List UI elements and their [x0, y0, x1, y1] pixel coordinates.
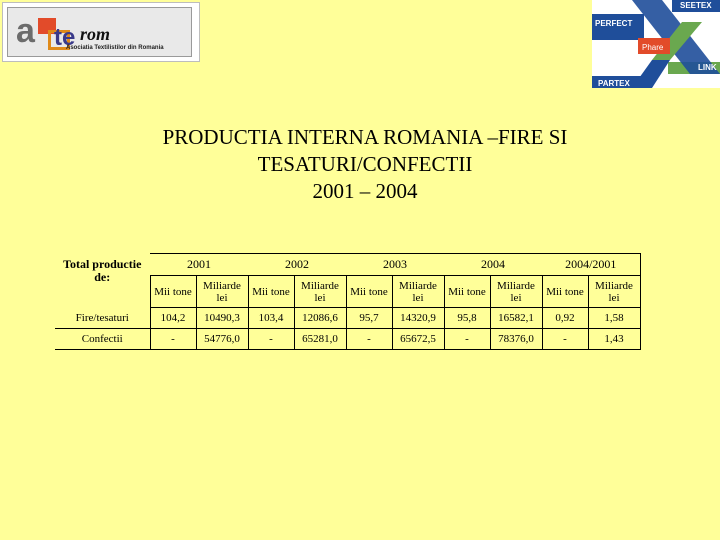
table-cell: 95,7	[346, 308, 392, 329]
year-header: 2004	[444, 254, 542, 276]
table-cell: 10490,3	[196, 308, 248, 329]
table-cell: 16582,1	[490, 308, 542, 329]
association-logo-frame	[7, 7, 192, 57]
unit-header: Miliarde lei	[392, 276, 444, 308]
unit-header: Miliarde lei	[294, 276, 346, 308]
unit-header: Miliarde lei	[588, 276, 640, 308]
unit-header: Mii tone	[346, 276, 392, 308]
seetex-logo	[592, 0, 720, 88]
row-label: Fire/tesaturi	[55, 308, 150, 329]
table-row	[55, 308, 640, 329]
table-cell: -	[444, 329, 490, 350]
table-corner-header	[55, 254, 150, 308]
unit-header: Mii tone	[150, 276, 196, 308]
year-header: 2003	[346, 254, 444, 276]
association-logo	[2, 2, 200, 62]
table-cell: 1,43	[588, 329, 640, 350]
perfect-label: PERFECT	[595, 19, 633, 28]
logo-letter-a: a	[16, 12, 35, 50]
unit-header: Mii tone	[444, 276, 490, 308]
table-cell: 95,8	[444, 308, 490, 329]
phare-label: Phare	[642, 43, 664, 52]
year-header: 2004/2001	[542, 254, 640, 276]
seetex-label: SEETEX	[680, 1, 712, 10]
page-title	[60, 124, 670, 205]
table-cell: 12086,6	[294, 308, 346, 329]
corner-label: Total productie de:	[63, 256, 142, 284]
partex-label: PARTEX	[598, 79, 630, 88]
year-header: 2002	[248, 254, 346, 276]
title-line-3: 2001 – 2004	[312, 179, 418, 203]
table-cell: -	[346, 329, 392, 350]
table-cell: 0,92	[542, 308, 588, 329]
unit-header: Miliarde lei	[490, 276, 542, 308]
table-cell: -	[150, 329, 196, 350]
table-cell: 104,2	[150, 308, 196, 329]
title-line-2: TESATURI/CONFECTII	[257, 152, 473, 176]
table-cell: -	[542, 329, 588, 350]
title-line-1: PRODUCTIA INTERNA ROMANIA –FIRE SI	[162, 125, 568, 149]
logo-subtitle: Asociatia Textilistilor din Romania	[66, 45, 164, 51]
table-row	[55, 329, 640, 350]
logo-letter-t: te	[54, 24, 76, 51]
unit-header: Mii tone	[248, 276, 294, 308]
table-cell: -	[248, 329, 294, 350]
logo-brand-text: rom	[80, 24, 111, 44]
table-cell: 1,58	[588, 308, 640, 329]
table-cell: 103,4	[248, 308, 294, 329]
table-cell: 65281,0	[294, 329, 346, 350]
production-table	[55, 253, 641, 350]
table-cell: 78376,0	[490, 329, 542, 350]
table-cell: 14320,9	[392, 308, 444, 329]
link-label: LINK	[698, 63, 717, 72]
row-label: Confectii	[55, 329, 150, 350]
unit-header: Miliarde lei	[196, 276, 248, 308]
unit-header: Mii tone	[542, 276, 588, 308]
table-cell: 54776,0	[196, 329, 248, 350]
year-header: 2001	[150, 254, 248, 276]
table-cell: 65672,5	[392, 329, 444, 350]
